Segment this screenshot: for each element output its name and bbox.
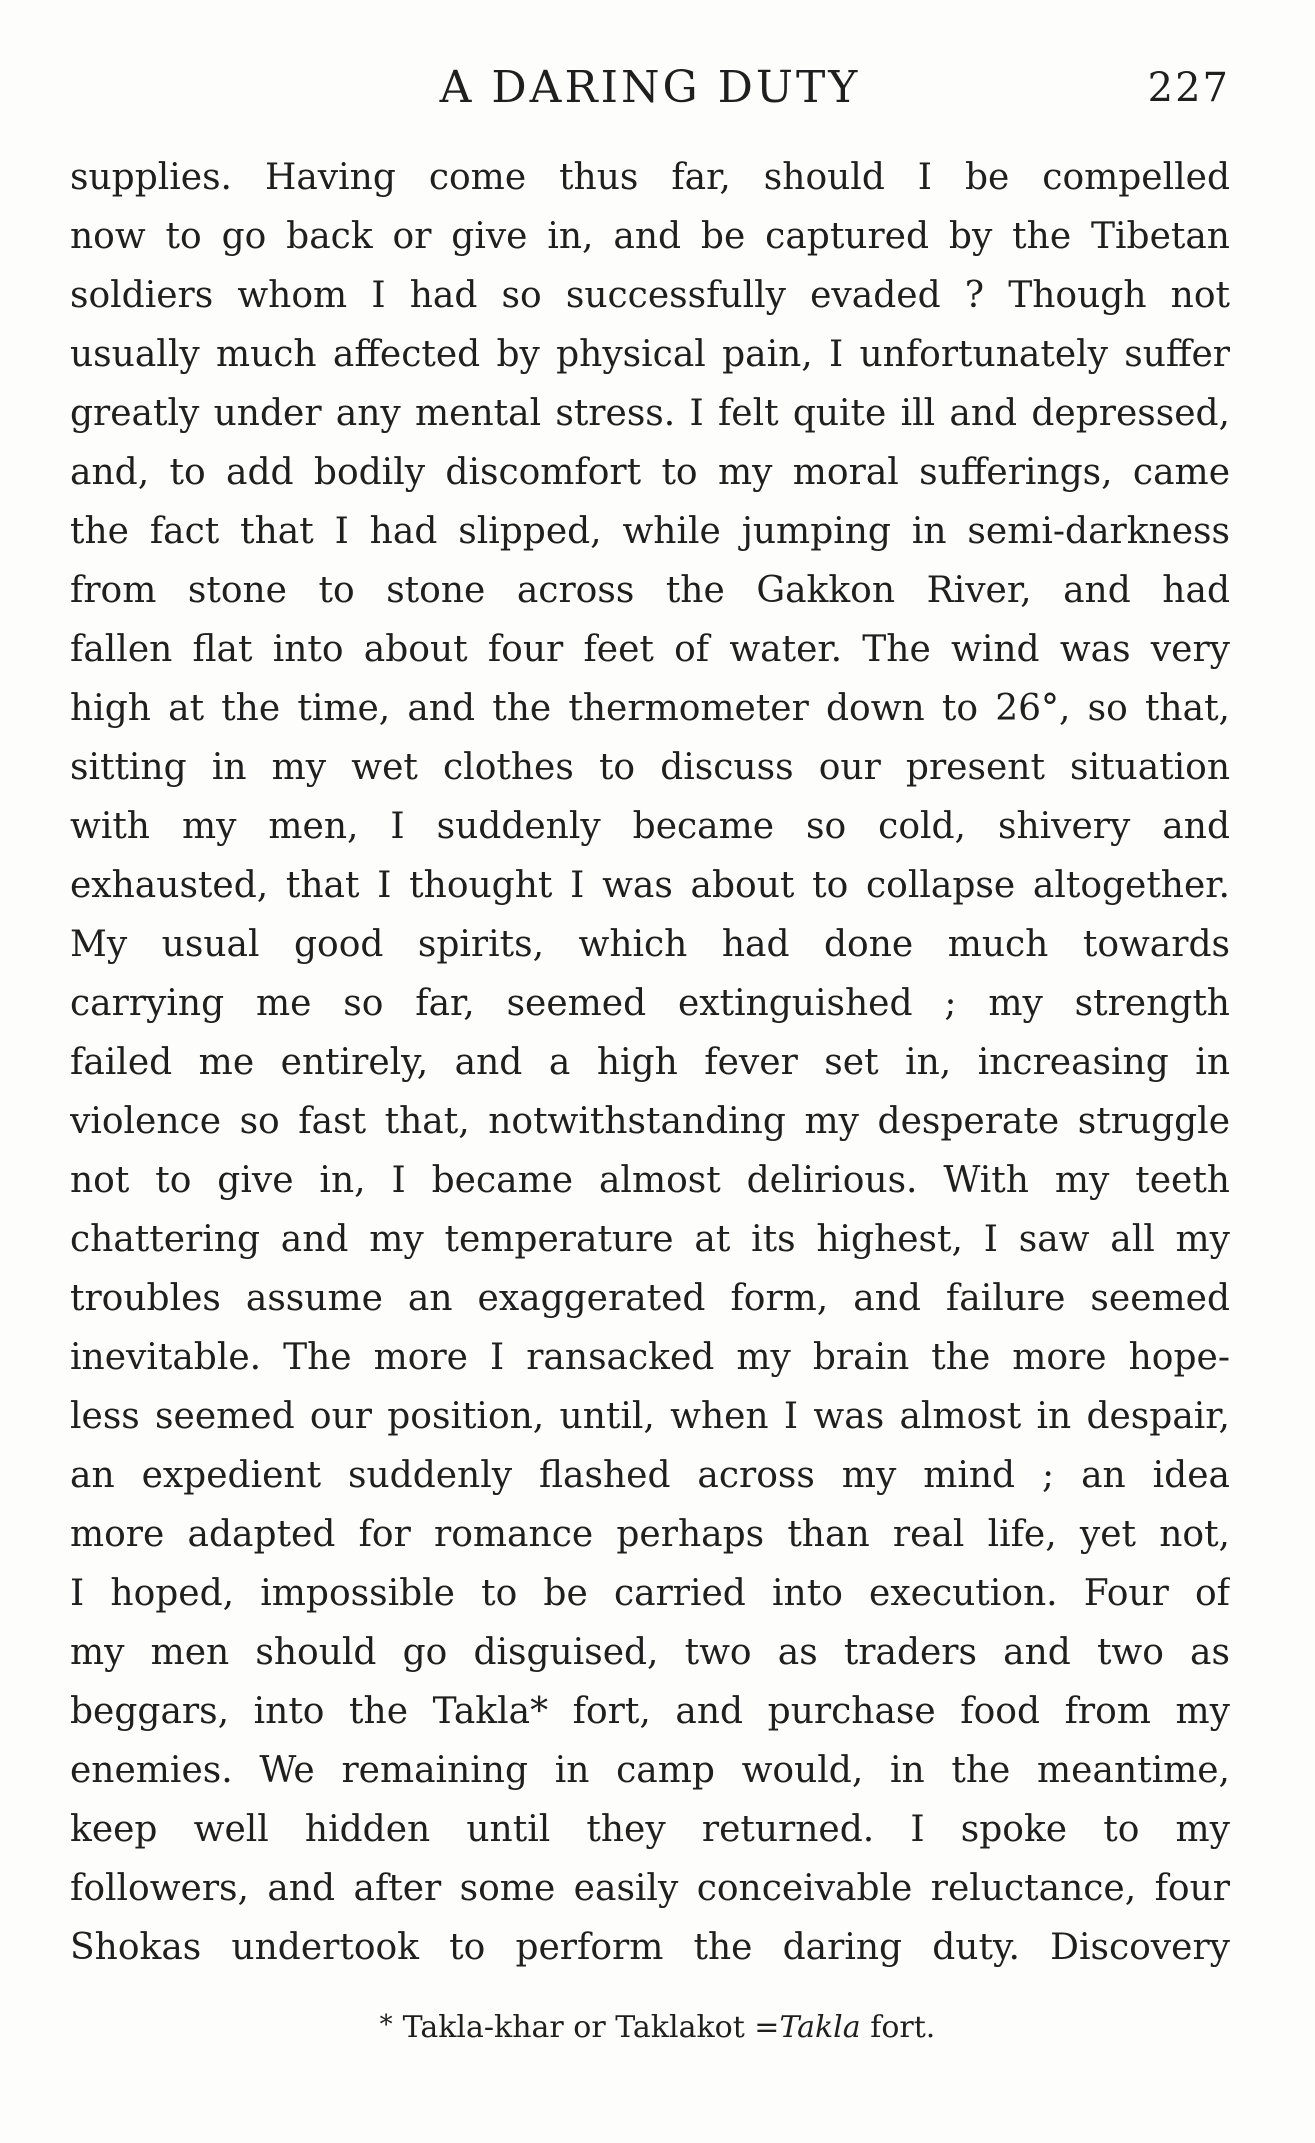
- text-line-28: enemies. We remaining in camp would, in the meantime,: [70, 1750, 1230, 1791]
- text-line-3: soldiers whom I had so successfully evaded ? Though not: [70, 275, 1230, 316]
- running-head: [70, 62, 1230, 114]
- text-line-16: failed me entirely, and a high fever set in, increasing in: [70, 1042, 1230, 1083]
- text-line-12: with my men, I suddenly became so cold, shivery and: [70, 806, 1230, 847]
- footnote: [0, 2003, 1315, 2050]
- text-line-27: beggars, into the Takla* fort, and purchase food from my: [70, 1691, 1230, 1732]
- text-line-15: carrying me so far, seemed extinguished ; my strength: [70, 983, 1230, 1024]
- text-line-18: not to give in, I became almost delirious. With my teeth: [70, 1160, 1230, 1201]
- footnote-text: Takla-khar or Taklakot =: [402, 2010, 780, 2045]
- footnote-suffix: fort.: [870, 2010, 936, 2045]
- text-line-10: high at the time, and the thermometer down to 26°, so that,: [70, 688, 1230, 729]
- text-line-20: troubles assume an exaggerated form, and failure seemed: [70, 1278, 1230, 1319]
- footnote-italic-term: Takla: [779, 2010, 861, 2045]
- text-line-2: now to go back or give in, and be captured by the Tibetan: [70, 216, 1230, 257]
- text-line-5: greatly under any mental stress. I felt quite ill and depressed,: [70, 393, 1230, 434]
- text-line-7: the fact that I had slipped, while jumping in semi-darkness: [70, 511, 1230, 552]
- text-line-30: followers, and after some easily conceivable reluctance, four: [70, 1868, 1230, 1909]
- text-line-22: less seemed our position, until, when I was almost in despair,: [70, 1396, 1230, 1437]
- text-line-23: an expedient suddenly flashed across my mind ; an idea: [70, 1455, 1230, 1496]
- text-line-31: Shokas undertook to perform the daring duty. Discovery: [70, 1927, 1230, 1968]
- text-line-8: from stone to stone across the Gakkon River, and had: [70, 570, 1230, 611]
- footnote-marker: *: [379, 2010, 393, 2040]
- text-line-29: keep well hidden until they returned. I spoke to my: [70, 1809, 1230, 1850]
- text-line-14: My usual good spirits, which had done much towards: [70, 924, 1230, 965]
- text-line-11: sitting in my wet clothes to discuss our present situation: [70, 747, 1230, 788]
- text-line-25: I hoped, impossible to be carried into execution. Four of: [70, 1573, 1230, 1614]
- chapter-running-title: A DARING DUTY: [439, 62, 861, 113]
- text-line-21: inevitable. The more I ransacked my brain the more hope-: [70, 1337, 1230, 1378]
- text-line-9: fallen flat into about four feet of water. The wind was very: [70, 629, 1230, 670]
- page-number: 227: [1147, 65, 1230, 111]
- text-line-6: and, to add bodily discomfort to my moral sufferings, came: [70, 452, 1230, 493]
- text-line-19: chattering and my temperature at its highest, I saw all my: [70, 1219, 1230, 1260]
- text-line-26: my men should go disguised, two as traders and two as: [70, 1632, 1230, 1673]
- text-line-4: usually much affected by physical pain, I unfortunately suffer: [70, 334, 1230, 375]
- text-line-17: violence so fast that, notwithstanding my desperate struggle: [70, 1101, 1230, 1142]
- text-line-1: supplies. Having come thus far, should I be compelled: [70, 157, 1230, 198]
- text-line-13: exhausted, that I thought I was about to collapse altogether.: [70, 865, 1230, 906]
- body-text: [70, 148, 1230, 1977]
- text-line-24: more adapted for romance perhaps than real life, yet not,: [70, 1514, 1230, 1555]
